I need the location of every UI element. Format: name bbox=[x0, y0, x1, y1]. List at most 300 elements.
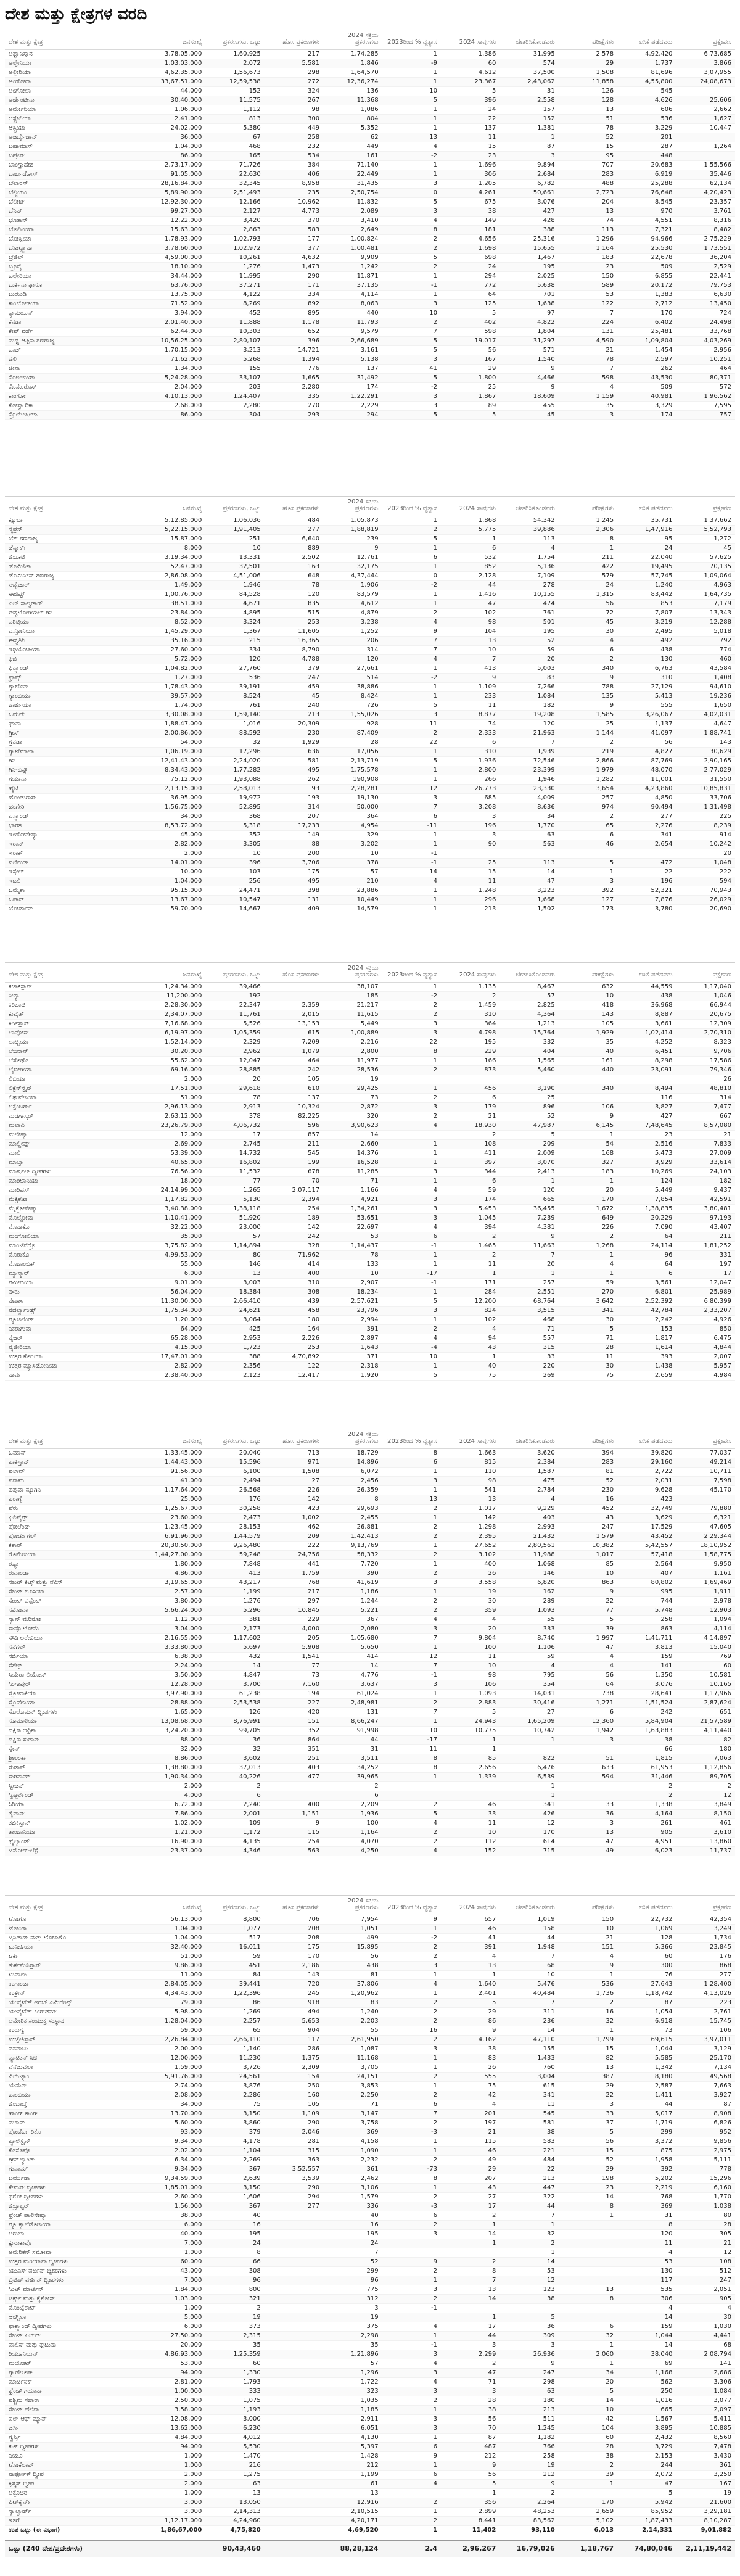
table-row[interactable] bbox=[5, 1810, 735, 1819]
table-row[interactable] bbox=[5, 1371, 735, 1381]
table-row[interactable] bbox=[5, 244, 735, 254]
table-row[interactable] bbox=[5, 2147, 735, 2156]
table-row[interactable] bbox=[5, 1186, 735, 1195]
table-row[interactable] bbox=[5, 2359, 735, 2369]
table-row[interactable] bbox=[5, 1010, 735, 1020]
column-header[interactable]: ಪರೀಕ್ಷೆಗಳು bbox=[559, 30, 617, 50]
column-header[interactable]: ಪ್ರಕರಣಗಳು, ಒಟ್ಟು bbox=[205, 963, 264, 983]
table-row[interactable] bbox=[5, 812, 735, 822]
table-row[interactable] bbox=[5, 877, 735, 886]
table-row[interactable] bbox=[5, 1242, 735, 1251]
table-row[interactable] bbox=[5, 2350, 735, 2359]
table-row[interactable] bbox=[5, 383, 735, 392]
table-row[interactable] bbox=[5, 180, 735, 189]
column-header[interactable]: ಪ್ರಕರಣಗಳು, ಒಟ್ಟು bbox=[205, 497, 264, 516]
table-row[interactable] bbox=[5, 1344, 735, 1353]
table-row[interactable] bbox=[5, 2110, 735, 2119]
table-row[interactable] bbox=[5, 1801, 735, 1810]
table-row[interactable] bbox=[5, 655, 735, 664]
table-row[interactable] bbox=[5, 2267, 735, 2276]
table-row[interactable] bbox=[5, 2258, 735, 2267]
table-row[interactable] bbox=[5, 1727, 735, 1736]
column-header[interactable]: ಲಸಿಕೆ ಪಡೆದವರು bbox=[617, 1429, 676, 1449]
table-row[interactable] bbox=[5, 2054, 735, 2063]
table-row[interactable] bbox=[5, 831, 735, 840]
table-row[interactable] bbox=[5, 1505, 735, 1514]
column-header[interactable]: 2024 ಸಕ್ರಿಯ ಪ್ರಕರಣಗಳು bbox=[323, 30, 382, 50]
table-row[interactable] bbox=[5, 794, 735, 803]
table-row[interactable] bbox=[5, 2415, 735, 2424]
table-row[interactable] bbox=[5, 822, 735, 831]
table-row[interactable] bbox=[5, 2119, 735, 2128]
column-header[interactable]: ಜನಸಂಖ್ಯೆ bbox=[147, 1896, 205, 1915]
column-header[interactable]: ಹೊಸ ಪ್ರಕರಣಗಳು bbox=[265, 1896, 323, 1915]
table-row[interactable] bbox=[5, 96, 735, 105]
table-row[interactable] bbox=[5, 1316, 735, 1325]
column-header[interactable]: ಹೊಸ ಪ್ರಕರಣಗಳು bbox=[265, 963, 323, 983]
column-header[interactable]: ಚೇತರಿಸಿಕೊಂಡವರು bbox=[500, 497, 558, 516]
table-row[interactable] bbox=[5, 738, 735, 748]
table-row[interactable] bbox=[5, 1177, 735, 1186]
column-header[interactable]: ಜನಸಂಖ್ಯೆ bbox=[147, 963, 205, 983]
table-row[interactable] bbox=[5, 2396, 735, 2406]
table-row[interactable] bbox=[5, 2387, 735, 2396]
table-row[interactable] bbox=[5, 2091, 735, 2100]
table-row[interactable] bbox=[5, 198, 735, 207]
table-row[interactable] bbox=[5, 78, 735, 87]
table-row[interactable] bbox=[5, 392, 735, 402]
table-row[interactable] bbox=[5, 618, 735, 627]
column-header[interactable]: ಪರೀಕ್ಷೆಗಳು bbox=[559, 963, 617, 983]
table-row[interactable] bbox=[5, 1847, 735, 1856]
column-header[interactable]: 2023ರಿಂದ % ವ್ಯತ್ಯಾಸ bbox=[382, 963, 441, 983]
table-row[interactable] bbox=[5, 720, 735, 729]
column-header[interactable]: ಪ್ರಕ್ಷೇಪಣ bbox=[676, 1896, 735, 1915]
table-row[interactable] bbox=[5, 1971, 735, 1980]
table-row[interactable] bbox=[5, 627, 735, 637]
table-row[interactable] bbox=[5, 572, 735, 581]
table-row[interactable] bbox=[5, 300, 735, 309]
table-row[interactable] bbox=[5, 1717, 735, 1727]
column-header[interactable]: ಲಸಿಕೆ ಪಡೆದವರು bbox=[617, 30, 676, 50]
table-row[interactable] bbox=[5, 1223, 735, 1232]
table-row[interactable] bbox=[5, 1325, 735, 1334]
table-row[interactable] bbox=[5, 1606, 735, 1616]
table-row[interactable] bbox=[5, 1307, 735, 1316]
table-row[interactable] bbox=[5, 161, 735, 170]
table-row[interactable] bbox=[5, 1029, 735, 1038]
table-row[interactable] bbox=[5, 152, 735, 161]
table-row[interactable] bbox=[5, 544, 735, 553]
table-row[interactable] bbox=[5, 757, 735, 766]
table-row[interactable] bbox=[5, 337, 735, 346]
table-row[interactable] bbox=[5, 1560, 735, 1569]
table-row[interactable] bbox=[5, 1791, 735, 1801]
table-row[interactable] bbox=[5, 766, 735, 775]
table-row[interactable] bbox=[5, 1699, 735, 1708]
column-header[interactable]: 2024 ಸಕ್ರಿಯ ಪ್ರಕರಣಗಳು bbox=[323, 963, 382, 983]
table-row[interactable] bbox=[5, 207, 735, 217]
table-row[interactable] bbox=[5, 355, 735, 365]
table-row[interactable] bbox=[5, 2378, 735, 2387]
table-row[interactable] bbox=[5, 1782, 735, 1791]
country-table bbox=[5, 30, 735, 420]
value-cell: 10,155 bbox=[500, 590, 558, 600]
table-row[interactable] bbox=[5, 1579, 735, 1588]
table-row[interactable] bbox=[5, 59, 735, 68]
column-header[interactable]: ಜನಸಂಖ್ಯೆ bbox=[147, 1429, 205, 1449]
column-header[interactable]: 2023ರಿಂದ % ವ್ಯತ್ಯಾಸ bbox=[382, 497, 441, 516]
table-row[interactable] bbox=[5, 1149, 735, 1158]
table-row[interactable] bbox=[5, 2082, 735, 2091]
table-row[interactable] bbox=[5, 1980, 735, 1989]
table-row[interactable] bbox=[5, 868, 735, 877]
table-row[interactable] bbox=[5, 254, 735, 263]
table-row[interactable] bbox=[5, 1353, 735, 1362]
table-row[interactable] bbox=[5, 2165, 735, 2174]
column-header[interactable]: ಪರೀಕ್ಷೆಗಳು bbox=[559, 497, 617, 516]
table-row[interactable] bbox=[5, 1279, 735, 1288]
column-header[interactable]: ಚೇತರಿಸಿಕೊಂಡವರು bbox=[500, 963, 558, 983]
table-row[interactable] bbox=[5, 328, 735, 337]
table-row[interactable] bbox=[5, 1671, 735, 1680]
table-row[interactable] bbox=[5, 2248, 735, 2258]
table-row[interactable] bbox=[5, 692, 735, 701]
table-row[interactable] bbox=[5, 2276, 735, 2285]
table-row[interactable] bbox=[5, 674, 735, 683]
column-header[interactable]: 2024 ಸಾವುಗಳು bbox=[441, 30, 500, 50]
table-row[interactable] bbox=[5, 1066, 735, 1075]
table-row[interactable] bbox=[5, 1625, 735, 1634]
column-header[interactable]: ಪ್ರಕ್ಷೇಪಣ bbox=[676, 963, 735, 983]
table-row[interactable] bbox=[5, 1773, 735, 1782]
table-row[interactable] bbox=[5, 346, 735, 355]
table-row[interactable] bbox=[5, 1838, 735, 1847]
table-row[interactable] bbox=[5, 2341, 735, 2350]
table-row[interactable] bbox=[5, 272, 735, 281]
table-row[interactable] bbox=[5, 526, 735, 535]
table-row[interactable] bbox=[5, 849, 735, 859]
table-row[interactable] bbox=[5, 1251, 735, 1260]
table-row[interactable] bbox=[5, 1514, 735, 1523]
table-row[interactable] bbox=[5, 1542, 735, 1551]
table-row[interactable] bbox=[5, 646, 735, 655]
table-row[interactable] bbox=[5, 683, 735, 692]
table-row[interactable] bbox=[5, 2443, 735, 2452]
table-row[interactable] bbox=[5, 2230, 735, 2239]
column-header[interactable]: ಪ್ರಕ್ಷೇಪಣ bbox=[676, 30, 735, 50]
table-row[interactable] bbox=[5, 2489, 735, 2498]
table-row[interactable] bbox=[5, 2137, 735, 2147]
column-header[interactable]: ಪ್ರಕ್ಷೇಪಣ bbox=[676, 1429, 735, 1449]
table-row[interactable] bbox=[5, 1523, 735, 1532]
table-row[interactable] bbox=[5, 590, 735, 600]
column-header[interactable]: ಪ್ರಕರಣಗಳು, ಒಟ್ಟು bbox=[205, 1896, 264, 1915]
column-header[interactable]: ಲಸಿಕೆ ಪಡೆದವರು bbox=[617, 1896, 676, 1915]
table-row[interactable] bbox=[5, 1532, 735, 1542]
column-header[interactable]: ದೇಶ ಮತ್ತು ಕ್ಷೇತ್ರ bbox=[5, 963, 147, 983]
table-row[interactable] bbox=[5, 2517, 735, 2526]
table-row[interactable] bbox=[5, 2211, 735, 2221]
column-header[interactable]: ದೇಶ ಮತ್ತು ಕ್ಷೇತ್ರ bbox=[5, 1429, 147, 1449]
table-row[interactable] bbox=[5, 1962, 735, 1971]
table-row[interactable] bbox=[5, 581, 735, 590]
table-row[interactable] bbox=[5, 1634, 735, 1643]
column-header[interactable]: 2023ರಿಂದ % ವ್ಯತ್ಯಾಸ bbox=[382, 1429, 441, 1449]
table-row[interactable] bbox=[5, 189, 735, 198]
column-header[interactable]: ದೇಶ ಮತ್ತು ಕ್ಷೇತ್ರ bbox=[5, 497, 147, 516]
table-row[interactable] bbox=[5, 365, 735, 374]
column-header[interactable]: 2024 ಸಕ್ರಿಯ ಪ್ರಕರಣಗಳು bbox=[323, 497, 382, 516]
table-row[interactable] bbox=[5, 1690, 735, 1699]
table-row[interactable] bbox=[5, 1205, 735, 1214]
table-row[interactable] bbox=[5, 1269, 735, 1279]
table-row[interactable] bbox=[5, 2156, 735, 2165]
column-header[interactable]: 2024 ಸಾವುಗಳು bbox=[441, 963, 500, 983]
column-header[interactable]: 2024 ಸಕ್ರಿಯ ಪ್ರಕರಣಗಳು bbox=[323, 1896, 382, 1915]
table-row[interactable] bbox=[5, 563, 735, 572]
table-row[interactable] bbox=[5, 309, 735, 318]
table-row[interactable] bbox=[5, 1094, 735, 1103]
table-row[interactable] bbox=[5, 1653, 735, 1662]
table-row[interactable] bbox=[5, 803, 735, 812]
table-row[interactable] bbox=[5, 318, 735, 328]
table-row[interactable] bbox=[5, 1158, 735, 1168]
column-header[interactable]: ಹೊಸ ಪ್ರಕರಣಗಳು bbox=[265, 30, 323, 50]
table-row[interactable] bbox=[5, 711, 735, 720]
table-row[interactable] bbox=[5, 840, 735, 849]
table-row[interactable] bbox=[5, 2304, 735, 2313]
column-header[interactable]: 2024 ಸಾವುಗಳು bbox=[441, 1429, 500, 1449]
column-header[interactable]: ಜನಸಂಖ್ಯೆ bbox=[147, 497, 205, 516]
table-row[interactable] bbox=[5, 1616, 735, 1625]
table-row[interactable] bbox=[5, 1084, 735, 1094]
table-row[interactable] bbox=[5, 775, 735, 785]
value-cell bbox=[265, 2239, 323, 2248]
table-row[interactable] bbox=[5, 291, 735, 300]
column-header[interactable]: ದೇಶ ಮತ್ತು ಕ್ಷೇತ್ರ bbox=[5, 1896, 147, 1915]
table-row[interactable] bbox=[5, 859, 735, 868]
column-header[interactable]: ಪರೀಕ್ಷೆಗಳು bbox=[559, 1896, 617, 1915]
column-header[interactable]: ಲಸಿಕೆ ಪಡೆದವರು bbox=[617, 963, 676, 983]
table-row[interactable] bbox=[5, 1057, 735, 1066]
table-row[interactable] bbox=[5, 2295, 735, 2304]
table-row[interactable] bbox=[5, 2174, 735, 2184]
country-name-cell: ಅರುಬಾ bbox=[5, 2230, 147, 2239]
table-row[interactable] bbox=[5, 1952, 735, 1962]
table-row[interactable] bbox=[5, 2313, 735, 2322]
country-name-cell: ಜೆಕ್ ಗಣರಾಜ್ಯ bbox=[5, 535, 147, 544]
column-header[interactable]: ಪ್ರಕರಣಗಳು, ಒಟ್ಟು bbox=[205, 1429, 264, 1449]
table-row[interactable] bbox=[5, 1168, 735, 1177]
table-row[interactable] bbox=[5, 2184, 735, 2193]
country-name-cell: ಅಲ್ಜೀರಿಯಾ bbox=[5, 68, 147, 78]
table-row[interactable] bbox=[5, 1214, 735, 1223]
table-row[interactable] bbox=[5, 2026, 735, 2036]
table-row[interactable] bbox=[5, 896, 735, 905]
table-row[interactable] bbox=[5, 402, 735, 411]
table-row[interactable] bbox=[5, 170, 735, 180]
table-row[interactable] bbox=[5, 1551, 735, 1560]
table-row[interactable] bbox=[5, 2322, 735, 2332]
table-row[interactable] bbox=[5, 992, 735, 1001]
table-row[interactable] bbox=[5, 2017, 735, 2026]
table-row[interactable] bbox=[5, 1708, 735, 1717]
table-row[interactable] bbox=[5, 2202, 735, 2211]
table-row[interactable] bbox=[5, 2508, 735, 2517]
column-header[interactable]: ದೇಶ ಮತ್ತು ಕ್ಷೇತ್ರ bbox=[5, 30, 147, 50]
table-row[interactable] bbox=[5, 68, 735, 78]
table-row[interactable] bbox=[5, 729, 735, 738]
table-row[interactable] bbox=[5, 87, 735, 96]
table-row[interactable] bbox=[5, 1334, 735, 1344]
table-row[interactable] bbox=[5, 281, 735, 291]
column-header[interactable]: ಚೇತರಿಸಿಕೊಂಡವರು bbox=[500, 30, 558, 50]
table-row[interactable] bbox=[5, 1001, 735, 1010]
value-cell: 1,09,804 bbox=[617, 337, 676, 346]
table-row[interactable] bbox=[5, 1468, 735, 1477]
table-row[interactable] bbox=[5, 1989, 735, 1999]
column-header[interactable]: ಚೇತರಿಸಿಕೊಂಡವರು bbox=[500, 1896, 558, 1915]
table-row[interactable] bbox=[5, 124, 735, 133]
table-row[interactable] bbox=[5, 2452, 735, 2461]
table-row[interactable] bbox=[5, 1764, 735, 1773]
table-row[interactable] bbox=[5, 1662, 735, 1671]
table-row[interactable] bbox=[5, 1121, 735, 1131]
table-row[interactable] bbox=[5, 217, 735, 226]
table-row[interactable] bbox=[5, 1140, 735, 1149]
column-header[interactable]: ಲಸಿಕೆ ಪಡೆದವರು bbox=[617, 497, 676, 516]
column-header[interactable]: ಪರೀಕ್ಷೆಗಳು bbox=[559, 1429, 617, 1449]
table-row[interactable] bbox=[5, 1745, 735, 1754]
table-row[interactable] bbox=[5, 1925, 735, 1934]
table-row[interactable] bbox=[5, 115, 735, 124]
table-row[interactable] bbox=[5, 1288, 735, 1297]
table-row[interactable] bbox=[5, 1915, 735, 1925]
table-row[interactable] bbox=[5, 1232, 735, 1242]
table-row[interactable] bbox=[5, 1828, 735, 1838]
table-row[interactable] bbox=[5, 1103, 735, 1112]
table-row[interactable] bbox=[5, 1449, 735, 1458]
table-row[interactable] bbox=[5, 2498, 735, 2508]
column-header[interactable]: 2023ರಿಂದ % ವ್ಯತ್ಯಾಸ bbox=[382, 1896, 441, 1915]
table-row[interactable] bbox=[5, 1736, 735, 1745]
table-row[interactable] bbox=[5, 2128, 735, 2137]
column-header[interactable]: ಹೊಸ ಪ್ರಕರಣಗಳು bbox=[265, 497, 323, 516]
table-row[interactable] bbox=[5, 133, 735, 142]
table-row[interactable] bbox=[5, 2073, 735, 2082]
value-cell: -1 bbox=[382, 2304, 441, 2313]
table-row[interactable] bbox=[5, 263, 735, 272]
table-row[interactable] bbox=[5, 2100, 735, 2110]
column-header[interactable]: ಹೊಸ ಪ್ರಕರಣಗಳು bbox=[265, 1429, 323, 1449]
table-row[interactable] bbox=[5, 2369, 735, 2378]
table-row[interactable] bbox=[5, 2480, 735, 2489]
table-row[interactable] bbox=[5, 516, 735, 526]
table-row[interactable] bbox=[5, 983, 735, 992]
table-row[interactable] bbox=[5, 1597, 735, 1606]
table-row[interactable] bbox=[5, 2471, 735, 2480]
table-row[interactable] bbox=[5, 1643, 735, 1653]
table-row[interactable] bbox=[5, 1934, 735, 1943]
table-row[interactable] bbox=[5, 411, 735, 420]
table-row[interactable] bbox=[5, 374, 735, 383]
table-row[interactable] bbox=[5, 105, 735, 115]
table-row[interactable] bbox=[5, 1260, 735, 1269]
table-row[interactable] bbox=[5, 637, 735, 646]
table-row[interactable] bbox=[5, 748, 735, 757]
column-header[interactable]: ಜನಸಂಖ್ಯೆ bbox=[147, 30, 205, 50]
table-row[interactable] bbox=[5, 2285, 735, 2295]
column-header[interactable]: ಪ್ರಕ್ಷೇಪಣ bbox=[676, 497, 735, 516]
table-row[interactable] bbox=[5, 1047, 735, 1057]
table-row[interactable] bbox=[5, 1477, 735, 1486]
table-row[interactable] bbox=[5, 1680, 735, 1690]
table-row[interactable] bbox=[5, 2239, 735, 2248]
table-row[interactable] bbox=[5, 2045, 735, 2054]
table-row[interactable] bbox=[5, 1112, 735, 1121]
table-row[interactable] bbox=[5, 785, 735, 794]
table-row[interactable] bbox=[5, 600, 735, 609]
table-row[interactable] bbox=[5, 2063, 735, 2073]
table-row[interactable] bbox=[5, 2008, 735, 2017]
table-row[interactable] bbox=[5, 142, 735, 152]
column-header[interactable]: ಪ್ರಕರಣಗಳು, ಒಟ್ಟು bbox=[205, 30, 264, 50]
table-row[interactable] bbox=[5, 1020, 735, 1029]
table-row[interactable] bbox=[5, 50, 735, 59]
table-row[interactable] bbox=[5, 1754, 735, 1764]
table-row[interactable] bbox=[5, 2332, 735, 2341]
table-row[interactable] bbox=[5, 609, 735, 618]
table-row[interactable] bbox=[5, 1297, 735, 1307]
table-row[interactable] bbox=[5, 1486, 735, 1495]
table-row[interactable] bbox=[5, 1943, 735, 1952]
table-row[interactable] bbox=[5, 2193, 735, 2202]
table-row[interactable] bbox=[5, 2434, 735, 2443]
value-cell bbox=[559, 1791, 617, 1801]
table-row[interactable] bbox=[5, 1999, 735, 2008]
table-row[interactable] bbox=[5, 1131, 735, 1140]
table-row[interactable] bbox=[5, 226, 735, 235]
table-row[interactable] bbox=[5, 1075, 735, 1084]
table-row[interactable] bbox=[5, 1819, 735, 1828]
table-row[interactable] bbox=[5, 535, 735, 544]
table-row[interactable] bbox=[5, 905, 735, 914]
table-row[interactable] bbox=[5, 701, 735, 711]
table-row[interactable] bbox=[5, 1495, 735, 1505]
column-header[interactable]: 2023ರಿಂದ % ವ್ಯತ್ಯಾಸ bbox=[382, 30, 441, 50]
column-header[interactable]: 2024 ಸಕ್ರಿಯ ಪ್ರಕರಣಗಳು bbox=[323, 1429, 382, 1449]
table-row[interactable] bbox=[5, 2406, 735, 2415]
table-row[interactable] bbox=[5, 1038, 735, 1047]
table-row[interactable] bbox=[5, 2461, 735, 2471]
table-row[interactable] bbox=[5, 235, 735, 244]
table-row[interactable] bbox=[5, 2036, 735, 2045]
table-row[interactable] bbox=[5, 886, 735, 896]
table-row[interactable] bbox=[5, 1569, 735, 1579]
column-header[interactable]: ಚೇತರಿಸಿಕೊಂಡವರು bbox=[500, 1429, 558, 1449]
table-row[interactable] bbox=[5, 1195, 735, 1205]
table-row[interactable] bbox=[5, 1458, 735, 1468]
column-header[interactable]: 2024 ಸಾವುಗಳು bbox=[441, 1896, 500, 1915]
table-row[interactable] bbox=[5, 1362, 735, 1371]
table-row[interactable] bbox=[5, 2221, 735, 2230]
table-row[interactable] bbox=[5, 664, 735, 674]
table-row[interactable] bbox=[5, 2424, 735, 2434]
table-row[interactable] bbox=[5, 553, 735, 563]
column-header[interactable]: 2024 ಸಾವುಗಳು bbox=[441, 497, 500, 516]
table-row[interactable] bbox=[5, 1588, 735, 1597]
